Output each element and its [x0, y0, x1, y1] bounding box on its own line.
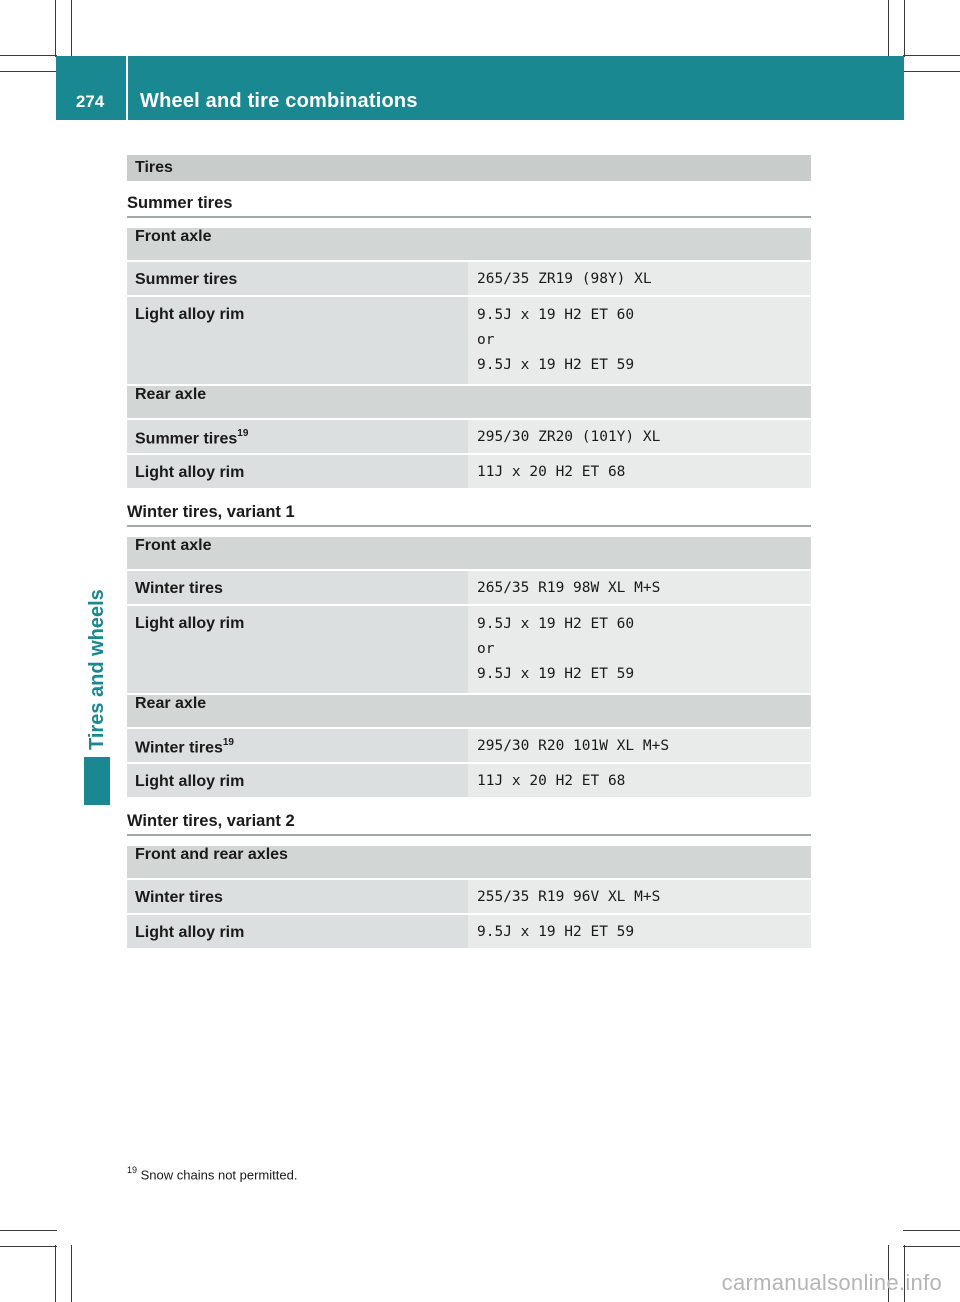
crop-mark — [71, 0, 72, 57]
table-row — [127, 419, 811, 454]
spec-value-cell — [468, 728, 811, 763]
main-content — [127, 155, 811, 950]
table-row — [127, 879, 811, 914]
header-divider — [126, 56, 128, 120]
spec-label-cell — [127, 296, 468, 385]
tire-spec-table — [127, 846, 811, 950]
crop-mark — [0, 55, 57, 56]
axle-group-row — [127, 846, 811, 879]
spec-label-cell — [127, 261, 468, 296]
spec-value: 11J x 20 H2 ET 68 — [477, 464, 626, 480]
chapter-label: Tires and wheels — [86, 589, 108, 750]
chapter-side-tab — [84, 555, 110, 750]
spec-label: Winter tires — [135, 739, 223, 757]
chapter-marker-block — [84, 757, 110, 805]
section-heading: Winter tires, variant 1 — [127, 490, 811, 527]
axle-group-row — [127, 385, 811, 419]
page-header — [56, 56, 904, 120]
spec-label: Summer tires — [135, 430, 238, 448]
spec-value: 265/35 ZR19 (98Y) XL — [477, 271, 652, 287]
watermark: carmanualsonline.info — [721, 1270, 942, 1295]
crop-mark — [903, 55, 960, 56]
axle-group-label: Rear axle — [127, 385, 811, 419]
spec-label-cell — [127, 570, 468, 605]
crop-mark — [903, 71, 960, 72]
footnote-ref: 19 — [237, 428, 249, 439]
spec-label: Light alloy rim — [135, 615, 245, 632]
crop-mark — [888, 0, 889, 57]
spec-value: 9.5J x 19 H2 ET 59 — [477, 357, 635, 373]
spec-value-cell — [468, 296, 811, 385]
axle-group-label: Rear axle — [127, 694, 811, 728]
section-heading: Summer tires — [127, 181, 811, 218]
axle-group-row — [127, 537, 811, 570]
footnote-ref: 19 — [222, 737, 234, 748]
spec-label-cell — [127, 728, 468, 763]
crop-mark — [0, 71, 57, 72]
table-row — [127, 605, 811, 694]
spec-value-cell — [468, 605, 811, 694]
spec-label: Winter tires — [135, 580, 223, 597]
spec-value-cell — [468, 763, 811, 798]
crop-mark — [71, 1245, 72, 1302]
spec-value: 295/30 R20 101W XL M+S — [477, 738, 670, 754]
page-number: 274 — [75, 92, 105, 111]
axle-group-label: Front and rear axles — [127, 846, 811, 879]
spec-value: 295/30 ZR20 (101Y) XL — [477, 429, 661, 445]
table-row — [127, 261, 811, 296]
crop-mark — [903, 1246, 960, 1247]
footnote-text: Snow chains not permitted. — [140, 1167, 298, 1183]
spec-value: 255/35 R19 96V XL M+S — [477, 889, 661, 905]
axle-group-label: Front axle — [127, 228, 811, 261]
spec-value: 11J x 20 H2 ET 68 — [477, 773, 626, 789]
spec-value: 265/35 R19 98W XL M+S — [477, 580, 661, 596]
spec-label: Light alloy rim — [135, 773, 245, 790]
tire-spec-table — [127, 228, 811, 490]
spec-value: or — [477, 641, 495, 657]
spec-label: Light alloy rim — [135, 306, 245, 323]
table-row — [127, 454, 811, 489]
spec-value: 9.5J x 19 H2 ET 60 — [477, 616, 635, 632]
crop-mark — [55, 1245, 56, 1302]
crop-mark — [904, 0, 905, 57]
footnote-number: 19 — [127, 1165, 138, 1175]
section-heading: Winter tires, variant 2 — [127, 799, 811, 836]
tire-spec-table — [127, 537, 811, 799]
spec-value-cell — [468, 914, 811, 949]
spec-label-cell — [127, 419, 468, 454]
table-row — [127, 763, 811, 798]
table-row — [127, 914, 811, 949]
axle-group-row — [127, 228, 811, 261]
section-title-bar: Tires — [127, 155, 811, 181]
spec-value: 9.5J x 19 H2 ET 59 — [477, 666, 635, 682]
spec-value-cell — [468, 879, 811, 914]
page-title: Wheel and tire combinations — [140, 90, 418, 112]
crop-mark — [903, 1230, 960, 1231]
crop-mark — [55, 0, 56, 57]
footnote — [127, 1166, 297, 1182]
spec-label-cell — [127, 605, 468, 694]
spec-value-cell — [468, 261, 811, 296]
axle-group-label: Front axle — [127, 537, 811, 570]
table-row — [127, 570, 811, 605]
spec-label-cell — [127, 879, 468, 914]
table-row — [127, 296, 811, 385]
crop-mark — [0, 1246, 57, 1247]
spec-label-cell — [127, 763, 468, 798]
spec-label: Light alloy rim — [135, 464, 245, 481]
spec-label: Summer tires — [135, 271, 238, 288]
spec-label-cell — [127, 454, 468, 489]
spec-label-cell — [127, 914, 468, 949]
tire-sections — [127, 181, 811, 950]
axle-group-row — [127, 694, 811, 728]
spec-value-cell — [468, 419, 811, 454]
spec-value: or — [477, 332, 495, 348]
spec-label: Light alloy rim — [135, 924, 245, 941]
spec-value-cell — [468, 454, 811, 489]
table-row — [127, 728, 811, 763]
spec-label: Winter tires — [135, 889, 223, 906]
spec-value: 9.5J x 19 H2 ET 59 — [477, 924, 635, 940]
spec-value: 9.5J x 19 H2 ET 60 — [477, 307, 635, 323]
crop-mark — [0, 1230, 57, 1231]
spec-value-cell — [468, 570, 811, 605]
